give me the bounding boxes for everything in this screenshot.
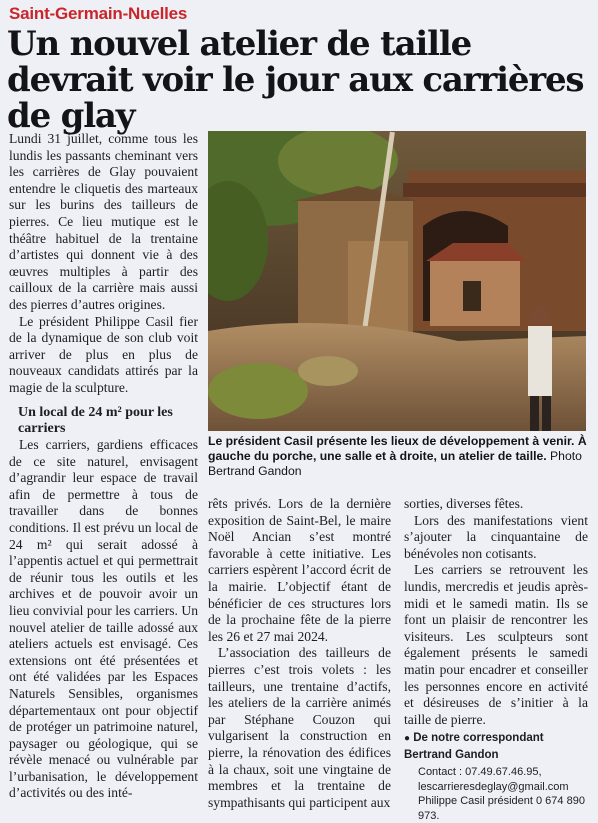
column-2: [208, 496, 391, 811]
caption-text: Le président Casil présente les lieux de développement à venir. À gauche du porche, une salle et à droite, un atelier de taille.: [208, 434, 587, 464]
stone-porch-photo: [208, 131, 586, 431]
bullet-icon: ●: [404, 733, 411, 745]
col3-paragraph-1: sorties, diverses fêtes.: [404, 496, 524, 511]
col3-paragraph-3: Les carriers se retrouvent les lundis, mercredis et jeudis après-midi et le samedi matin. Ils se font un plaisir de rencontrer les visiteurs. Les sculpteurs sont également présents le samedi matin pour encadrer et conseiller les personnes encore en activité et désireuses de s’initier à la taille de pierre.: [404, 562, 588, 727]
photo-caption: [208, 434, 590, 480]
correspondent-label: De notre correspondant: [413, 732, 544, 745]
col2-paragraph-1: rêts privés. Lors de la dernière exposition de Saint-Bel, le maire Noël Ancian s’est montré favorable à cette initiative. Les carriers espèrent l’accord écrit de la mairie. L’objectif étant de bénéficier de ces structures lors de la prochaine fête de la pierre les 26 et 27 mai 2024.: [208, 496, 391, 644]
col1-paragraph-1: Les carriers, gardiens efficaces de ce site naturel, envisagent d’agrandir leur espace de travail afin de permettre à tous de travailler dans de bonnes conditions. Il est prévu un local de 24 m² qui serait adossé à l’appentis actuel et qui permettrait de réunir tous les outils et les archives et de pouvoir avoir un lieu convivial pour les carriers. Un nouvel atelier de taille adossé aux ateliers actuels est envisagé. Ces extensions ont été présentées et ont été validées par les Espaces Naturels Sensibles, organismes départementaux ont pour objectif de protéger un patrimoine naturel, paysager ou géologique, qui se révèle menacé ou vulnérable par l’urbanisation, le développement d’activités ou des inté-: [9, 437, 198, 801]
photo-credit: Photo Bertrand Gandon: [208, 449, 582, 479]
article-headline: Un nouvel atelier de taille devrait voir le jour aux carrières de glay: [7, 24, 584, 136]
column-intro: [9, 131, 198, 397]
section-kicker: Saint-Germain-Nuelles: [9, 4, 188, 23]
article-subhead: Un local de 24 m² pour les carriers: [18, 405, 173, 436]
intro-paragraph-1: Lundi 31 juillet, comme tous les lundis les passants cheminant vers les carrières de Glay pouvaient entendre le cliquetis des marteaux sur les burins des tailleurs de pierres. Ce lieu mutique est le théâtre habituel de la trentaine d’artistes qui donnent vie à des œuvres multiples à partir des cailloux de la carrière mais aussi des pierres d’autres origines.: [9, 131, 198, 312]
intro-paragraph-2: Le président Philippe Casil fier de la dynamique de son club voit arriver de plus en plus de nouveaux candidats attirés par la magie de la sculpture.: [9, 313, 198, 395]
col3-paragraph-2: Lors des manifestations vient s’ajouter la cinquantaine de bénévoles non cotisants.: [404, 512, 588, 561]
column-3: [404, 496, 588, 823]
contact-info: Contact : 07.49.67.46.95, lescarrieresdeglay@gmail.com Philippe Casil président 0 674 890 973.: [418, 766, 585, 822]
col2-paragraph-2: L’association des tailleurs de pierres c’est trois volets : les tailleurs, une trentaine d’actifs, les ateliers de la carrière animés par Stéphane Couzon qui vulgarisent la construction en pierre, la rénovation des édifices à la chaux, soit une vingtaine de membres et la trentaine de sympathisants qui participent aux: [208, 645, 391, 810]
article-photo: [208, 131, 586, 431]
column-1: [9, 405, 198, 802]
correspondent-name: Bertrand Gandon: [404, 749, 499, 762]
correspondent-block: [404, 730, 588, 763]
